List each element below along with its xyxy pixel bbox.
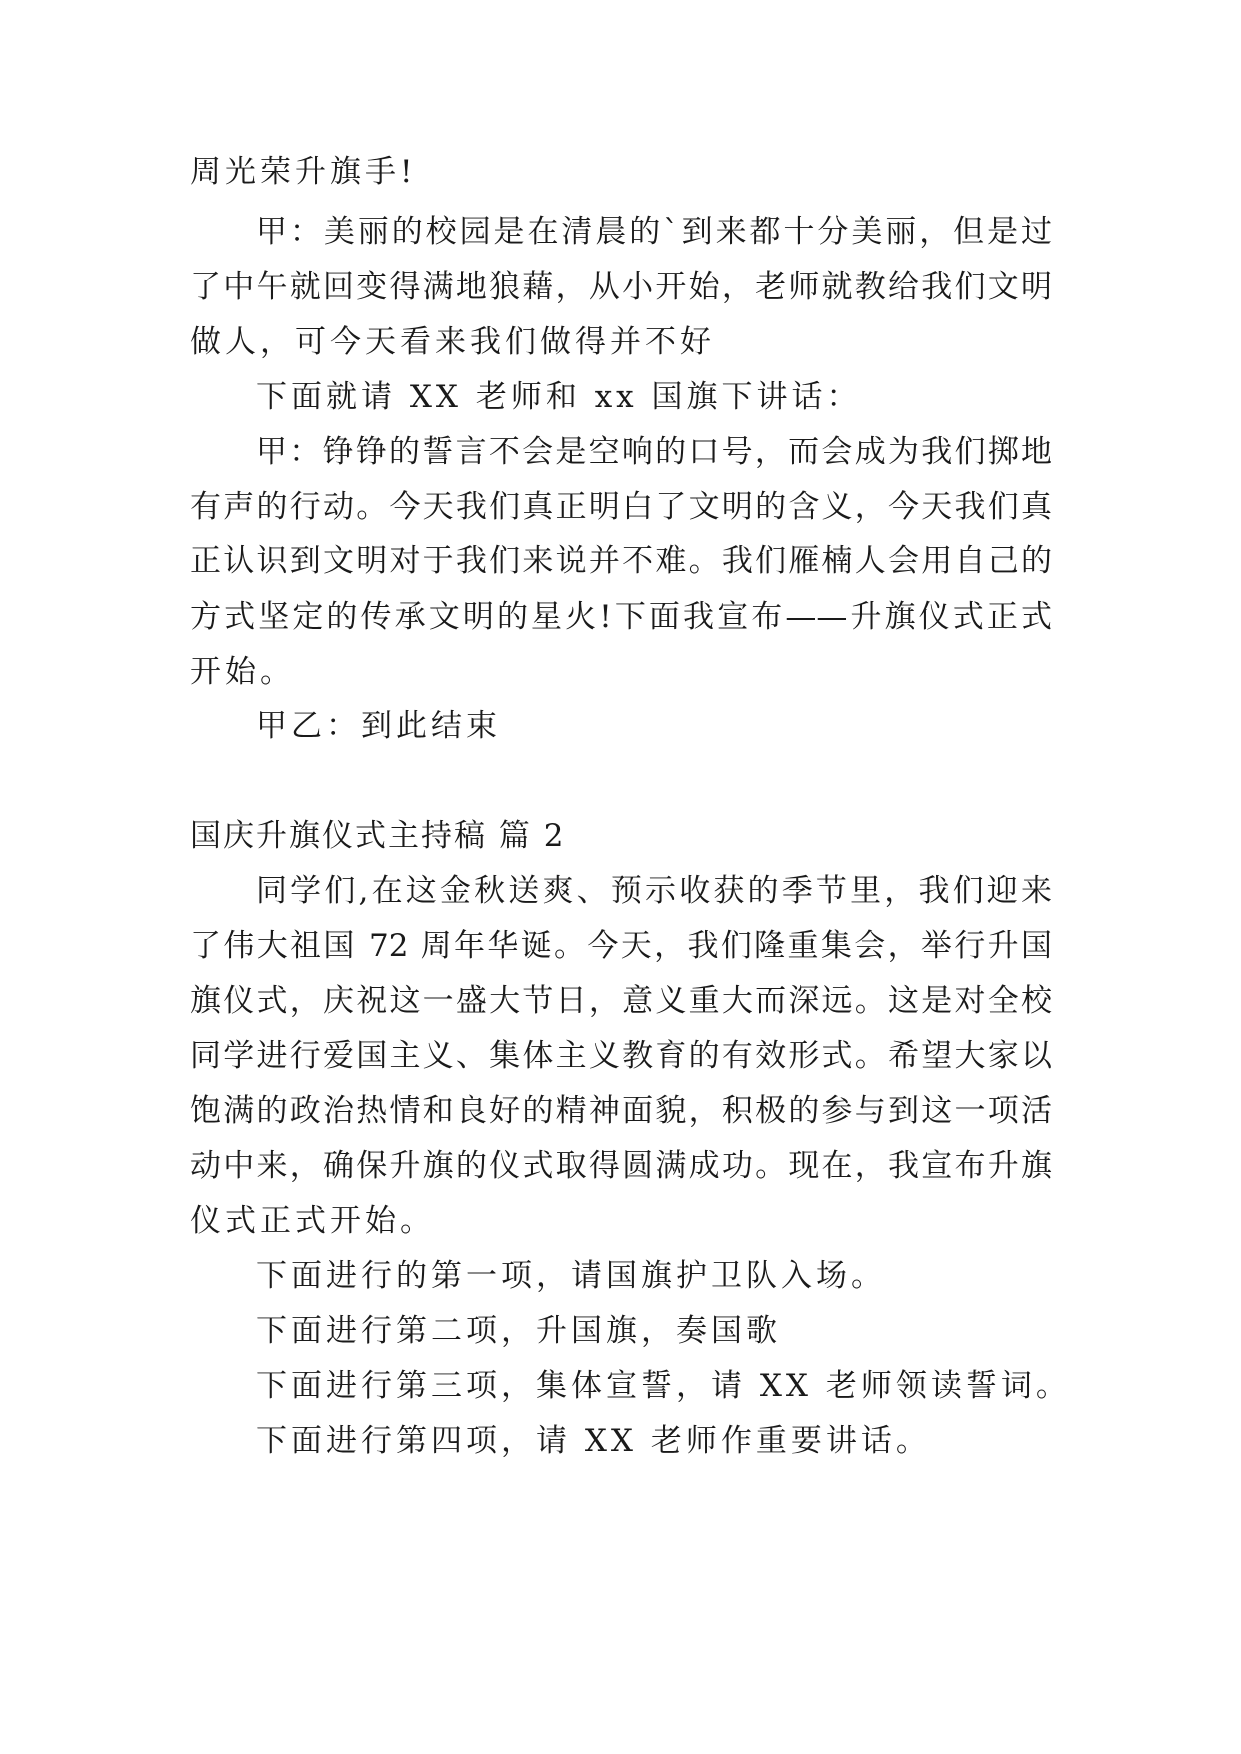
text-line: 下面进行第二项，升国旗，奏国歌 bbox=[256, 1313, 781, 1349]
text-line: 甲：美丽的校园是在清晨的`到来都十分美丽，但是过 bbox=[256, 214, 1052, 250]
text-line: 同学们,在这金秋送爽、预示收获的季节里，我们迎来 bbox=[256, 873, 1052, 909]
text-line: 了中午就回变得满地狼藉，从小开始，老师就教给我们文明 bbox=[190, 269, 1052, 305]
text-line: 正认识到文明对于我们来说并不难。我们雁楠人会用自己的 bbox=[190, 543, 1052, 579]
text-line: 方式坚定的传承文明的星火!下面我宣布——升旗仪式正式 bbox=[190, 599, 1052, 635]
text-line: 饱满的政治热情和良好的精神面貌，积极的参与到这一项活 bbox=[190, 1093, 1052, 1129]
section-heading: 国庆升旗仪式主持稿 篇 2 bbox=[190, 818, 566, 854]
text-line: 下面就请 XX 老师和 xx 国旗下讲话： bbox=[256, 379, 862, 415]
text-line: 下面进行第三项，集体宣誓，请 XX 老师领读誓词。 bbox=[256, 1368, 1071, 1404]
text-line: 旗仪式，庆祝这一盛大节日，意义重大而深远。这是对全校 bbox=[190, 983, 1052, 1019]
text-line: 仪式正式开始。 bbox=[190, 1203, 435, 1239]
text-line: 开始。 bbox=[190, 654, 295, 690]
text-line: 了伟大祖国 72 周年华诞。今天，我们隆重集会，举行升国 bbox=[190, 928, 1052, 964]
text-line: 下面进行第四项，请 XX 老师作重要讲话。 bbox=[256, 1423, 931, 1459]
text-line: 周光荣升旗手! bbox=[190, 154, 417, 190]
text-line: 甲：铮铮的誓言不会是空响的口号，而会成为我们掷地 bbox=[256, 434, 1052, 470]
text-line: 做人，可今天看来我们做得并不好 bbox=[190, 324, 715, 360]
text-line: 动中来，确保升旗的仪式取得圆满成功。现在，我宣布升旗 bbox=[190, 1148, 1052, 1184]
text-line: 下面进行的第一项，请国旗护卫队入场。 bbox=[256, 1258, 886, 1294]
text-line: 甲乙：到此结束 bbox=[256, 708, 501, 744]
text-line: 有声的行动。今天我们真正明白了文明的含义，今天我们真 bbox=[190, 489, 1052, 525]
text-line: 同学进行爱国主义、集体主义教育的有效形式。希望大家以 bbox=[190, 1038, 1052, 1074]
